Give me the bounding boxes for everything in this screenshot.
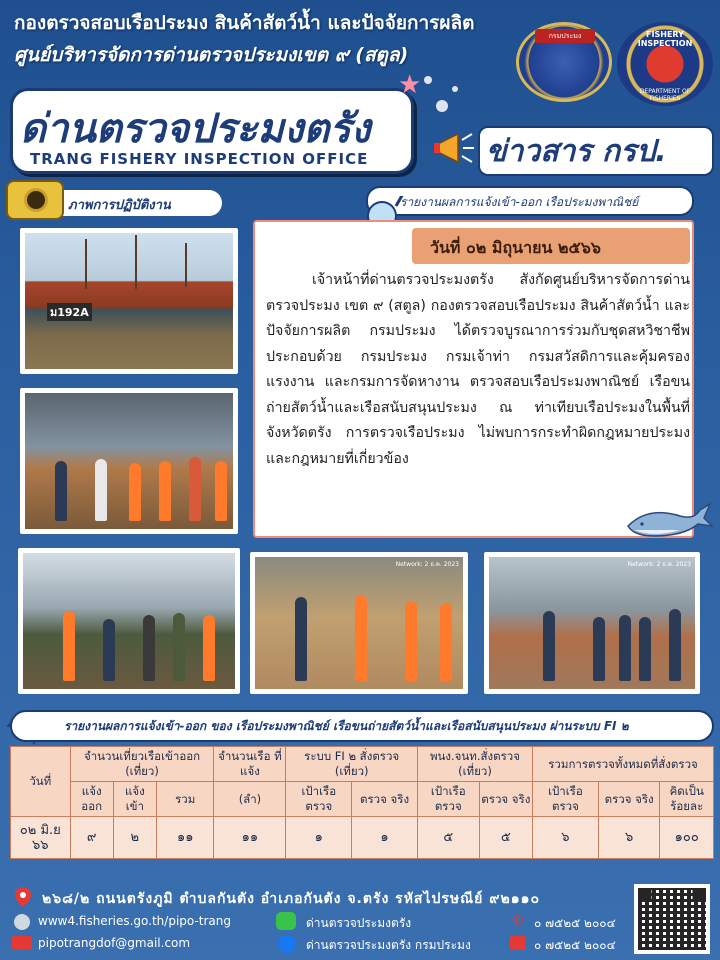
report-table bbox=[10, 746, 714, 859]
sub-total-actual: ตรวจ จริง bbox=[598, 782, 660, 817]
news-label: ข่าวสาร กรป. bbox=[486, 134, 667, 169]
sub-out: แจ้ง ออก bbox=[70, 782, 113, 817]
cell-total-target: ๖ bbox=[533, 817, 599, 859]
cell-sum: ๑๑ bbox=[156, 817, 214, 859]
cell-total-actual: ๖ bbox=[598, 817, 660, 859]
cell-boats: ๑๑ bbox=[214, 817, 286, 859]
cell-in: ๒ bbox=[113, 817, 156, 859]
office-title-thai: ด่านตรวจประมงตรัง bbox=[20, 106, 371, 152]
cell-fi2-target: ๑ bbox=[286, 817, 352, 859]
qr-code[interactable] bbox=[634, 884, 710, 954]
inspection-photo-dock bbox=[20, 388, 238, 534]
department-line: กองตรวจสอบเรือประมง สินค้าสัตว์น้ำ และปัจจัยการผลิต bbox=[14, 12, 475, 34]
logo2-bottom-text: DEPARTMENT OF FISHERIES bbox=[639, 88, 691, 102]
inspection-photo-crew bbox=[18, 548, 240, 694]
sub-percent: คิดเป็น ร้อยละ bbox=[660, 782, 714, 817]
bubble-icon bbox=[424, 76, 432, 84]
header-officer-order: พนง.จนท.สั่งตรวจ (เที่ยว) bbox=[417, 747, 532, 782]
boat-registration: ม192A bbox=[47, 303, 92, 321]
dof-seal-logo bbox=[516, 22, 612, 102]
inspection-photo-documents: Network: 2 ธ.ค. 2023 bbox=[250, 552, 468, 694]
mail-icon bbox=[12, 936, 32, 950]
whale-icon bbox=[624, 500, 714, 544]
fax-number: ๐ ๗๕๒๕ ๒๐๐๔ bbox=[534, 938, 616, 952]
header-boats: จำนวนเรือ ที่แจ้ง bbox=[214, 747, 286, 782]
facebook-icon bbox=[278, 935, 296, 953]
sub-fi2-target: เป้าเรือ ตรวจ bbox=[286, 782, 352, 817]
header-trips: จำนวนเที่ยวเรือเข้าออก (เที่ยว) bbox=[70, 747, 214, 782]
sub-pn-target: เป้าเรือ ตรวจ bbox=[417, 782, 479, 817]
article-body-text: เจ้าหน้าที่ด่านตรวจประมงตรัง สังกัดศูนย์บริหารจัดการด่านตรวจประมง เขต ๙ (สตูล) กองตรวจสอบเรือประมง สินค้าสัตว์น้ำ และปัจจัยการผลิต กรมประมง ได้ตรวจบูรณาการร่วมกับชุดสหวิชาชีพ ประกอบด้วย กรมประมง กรมเจ้าท่า กรมสวัสดิการและคุ้มครองแรงงาน และกรมการจัดหางาน ตรวจสอบเรือประมงพาณิชย์ เรือขนถ่ายสัตว์น้ำและเรือสนับสนุนประมง ณ ท่าเทียบเรือประมงในพื้นที่จังหวัดตรัง การตรวจเรือประมง ไม่พบการกระทำผิดกฎหมายประมงและกฎหมายที่เกี่ยวข้อง bbox=[266, 272, 690, 467]
cell-pn-actual: ๕ bbox=[479, 817, 532, 859]
megaphone-icon bbox=[432, 128, 476, 168]
sub-in: แจ้ง เข้า bbox=[113, 782, 156, 817]
logo-tag: กรมประมง bbox=[535, 29, 595, 43]
fishery-inspection-logo bbox=[617, 22, 713, 106]
article-body bbox=[266, 268, 690, 472]
website-link[interactable]: www4.fisheries.go.th/pipo-trang bbox=[38, 914, 232, 928]
email-link[interactable]: pipotrangdof@gmail.com bbox=[38, 936, 191, 950]
table-title: รายงานผลการแจ้งเข้า-ออก ของ เรือประมงพาณิชย์ เรือขนถ่ายสัตว์น้ำและเรือสนับสนุนประมง ผ่านระบบ FI ๒ bbox=[64, 719, 629, 733]
table-row bbox=[11, 817, 714, 859]
center-line: ศูนย์บริหารจัดการด่านตรวจประมงเขต ๙ (สตูล) bbox=[14, 44, 409, 66]
article-date: วันที่ ๐๒ มิถุนายน ๒๕๖๖ bbox=[430, 238, 601, 257]
sub-unit: (ลำ) bbox=[214, 782, 286, 817]
header-total: รวมการตรวจทั้งหมดที่สั่งตรวจ bbox=[533, 747, 714, 782]
line-app-icon bbox=[276, 912, 296, 930]
cell-day: ๐๒ มิ.ย ๖๖ bbox=[11, 817, 71, 859]
table-header-row bbox=[11, 747, 714, 782]
starfish-icon: ★ bbox=[398, 70, 422, 100]
fax-icon bbox=[510, 936, 526, 950]
header-day: วันที่ bbox=[11, 747, 71, 817]
activities-label: ภาพการปฏิบัติงาน bbox=[68, 198, 171, 213]
header-fi2: ระบบ FI ๒ สั่งตรวจ (เที่ยว) bbox=[286, 747, 418, 782]
line-link[interactable]: ด่านตรวจประมงตรัง bbox=[306, 916, 412, 930]
sub-total-target: เป้าเรือ ตรวจ bbox=[533, 782, 599, 817]
bubble-icon bbox=[452, 86, 458, 92]
report-label: รายงานผลการแจ้งเข้า-ออก เรือประมงพาณิชย์ bbox=[400, 195, 639, 209]
boat-photo bbox=[20, 228, 238, 374]
office-title-english: TRANG FISHERY INSPECTION OFFICE bbox=[30, 150, 369, 168]
sub-fi2-actual: ตรวจ จริง bbox=[352, 782, 418, 817]
cell-fi2-actual: ๑ bbox=[352, 817, 418, 859]
logo2-top-text: FISHERY INSPECTION bbox=[637, 30, 693, 48]
phone-number: ๐ ๗๕๒๕ ๒๐๐๔ bbox=[534, 916, 616, 930]
globe-icon bbox=[14, 914, 30, 930]
footer-address: ๒๖๘/๒ ถนนตรังภูมิ ตำบลกันตัง อำเภอกันตัง จ.ตรัง รหัสไปรษณีย์ ๙๒๑๑๐ bbox=[42, 891, 541, 907]
facebook-link[interactable]: ด่านตรวจประมงตรัง กรมประมง bbox=[306, 938, 471, 952]
table-subheader-row bbox=[11, 782, 714, 817]
cell-out: ๙ bbox=[70, 817, 113, 859]
cell-percent: ๑๐๐ bbox=[660, 817, 714, 859]
sub-pn-actual: ตรวจ จริง bbox=[479, 782, 532, 817]
sub-sum: รวม bbox=[156, 782, 214, 817]
inspection-photo-lineup: Network: 2 ธ.ค. 2023 bbox=[484, 552, 700, 694]
bubble-icon bbox=[436, 100, 448, 112]
cell-pn-target: ๕ bbox=[417, 817, 479, 859]
camera-icon bbox=[6, 180, 64, 220]
location-pin-icon bbox=[14, 886, 32, 908]
phone-icon: ✆ bbox=[512, 913, 524, 929]
